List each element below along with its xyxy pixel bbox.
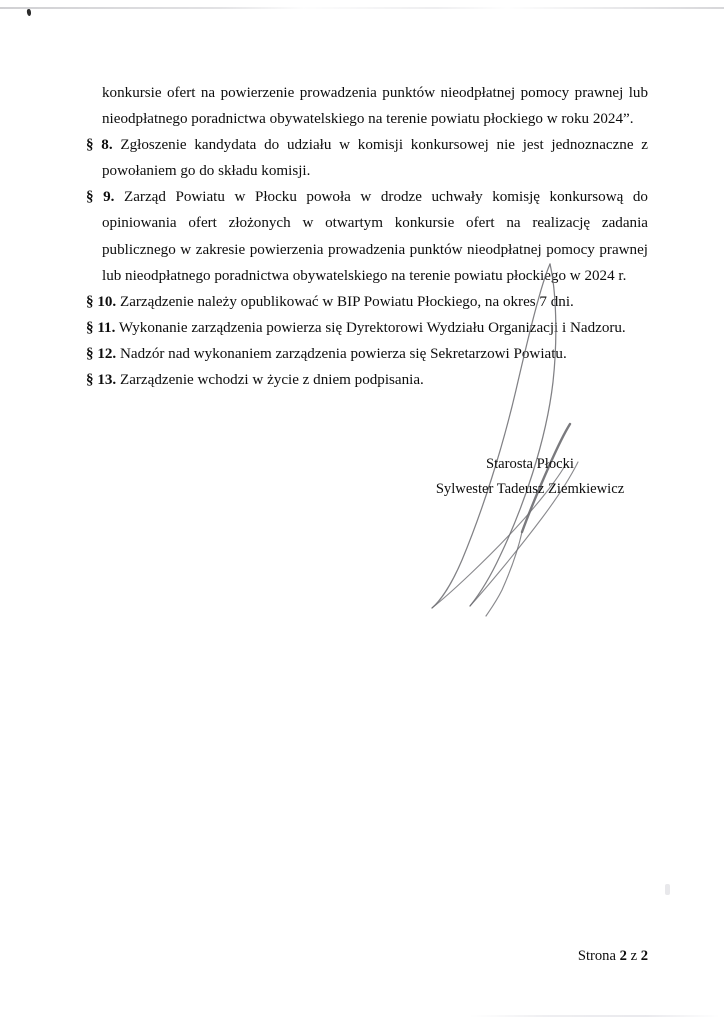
section-symbol: § [86, 345, 94, 362]
footer-current-page: 2 [619, 948, 627, 964]
footer-total-pages: 2 [640, 948, 648, 964]
paragraph-continuation-text: konkursie ofert na powierzenie prowadzenia punktów nieodpłatnej pomocy prawnej lub nieodpłatnego poradnictwa obywatelskiego na terenie powiatu płockiego w roku 2024”. [102, 85, 648, 128]
section-symbol: § [86, 137, 94, 154]
section-symbol: § [86, 189, 94, 206]
section-symbol: § [86, 372, 94, 389]
document-text-body [86, 80, 648, 393]
clause-9 [86, 184, 648, 288]
scan-speck-top-left [27, 9, 32, 16]
paragraph-continuation [86, 80, 648, 132]
clause-number: 10. [97, 293, 117, 310]
scan-edge-top [0, 7, 724, 9]
section-symbol: § [86, 293, 94, 310]
clause-8 [86, 132, 648, 184]
clause-text: Zarządzenie wchodzi w życie z dniem podpisania. [119, 372, 424, 389]
footer-label: Strona [577, 948, 616, 964]
signature-title: Starosta Płocki [486, 456, 574, 472]
clause-text: Nadzór nad wykonaniem zarządzenia powierza się Sekretarzowi Powiatu. [119, 345, 567, 362]
footer-separator: z [630, 948, 638, 964]
clause-13 [86, 367, 648, 393]
clause-11 [86, 315, 648, 341]
clause-number: 8. [101, 137, 113, 154]
section-symbol: § [86, 319, 94, 336]
clause-text: Wykonanie zarządzenia powierza się Dyrektorowi Wydziału Organizacji i Nadzoru. [118, 319, 626, 336]
page-footer [0, 948, 648, 965]
clause-text: Zgłoszenie kandydata do udziału w komisji konkursowej nie jest jednoznaczne z powołaniem go do składu komisji. [102, 137, 648, 180]
scan-edge-bottom [470, 1015, 720, 1017]
signature-block [380, 452, 680, 502]
clause-number: 9. [103, 189, 115, 206]
scan-speck-right [665, 884, 670, 895]
clause-number: 12. [97, 345, 117, 362]
signature-name: Sylwester Tadeusz Ziemkiewicz [435, 481, 625, 497]
clause-10 [86, 289, 648, 315]
clause-number: 13. [97, 372, 117, 389]
clause-text: Zarząd Powiatu w Płocku powoła w drodze uchwały komisję konkursową do opiniowania ofert złożonych w otwartym konkursie ofert na realizację zadania publicznego w zakresie powierzenia prowadzenia punktów nieodpłatnej pomocy prawnej lub nieodpłatnego poradnictwa obywatelskiego na terenie powiatu płockiego w 2024 r. [102, 189, 648, 284]
clause-text: Zarządzenie należy opublikować w BIP Powiatu Płockiego, na okres 7 dni. [119, 293, 574, 310]
clause-12 [86, 341, 648, 367]
clause-number: 11. [97, 319, 116, 336]
